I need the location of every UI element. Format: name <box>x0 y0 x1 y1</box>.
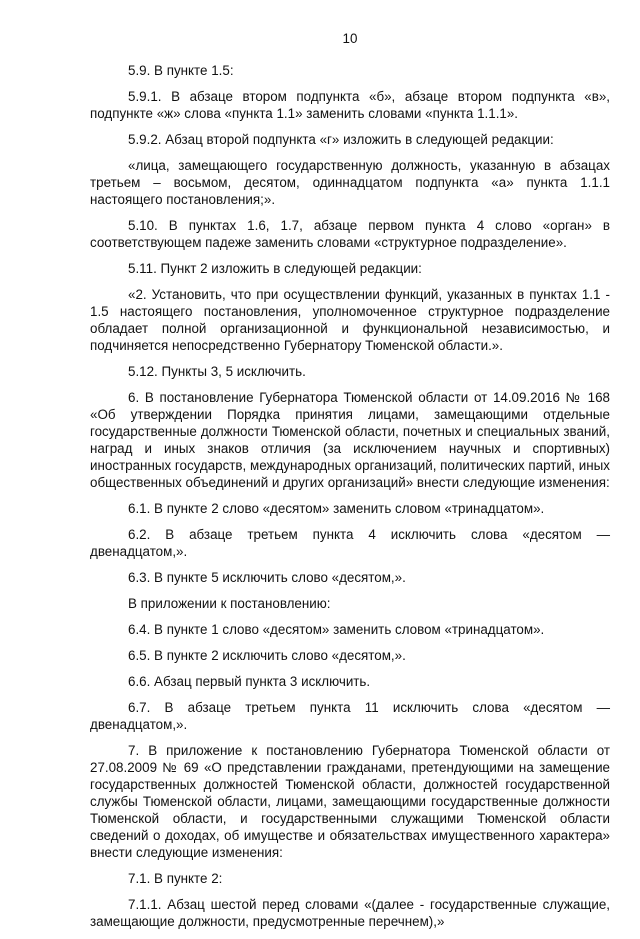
paragraph-appendix-intro: В приложении к постановлению: <box>128 596 331 611</box>
paragraph-6-4: 6.4. В пункте 1 слово «десятом» заменить словом «тринадцатом». <box>128 622 545 637</box>
paragraph-5-9: 5.9. В пункте 1.5: <box>128 63 234 78</box>
paragraph-7-1: 7.1. В пункте 2: <box>128 871 223 886</box>
paragraph-6-2: 6.2. В абзаце третьем пункта 4 исключить слова «десятом — двенадцатом,». <box>90 527 610 559</box>
paragraph-6-3: 6.3. В пункте 5 исключить слово «десятом,». <box>128 570 406 585</box>
paragraph-5-9-2: 5.9.2. Абзац второй подпункта «г» изложить в следующей редакции: <box>128 132 554 147</box>
paragraph-5-11: 5.11. Пункт 2 изложить в следующей редакции: <box>128 261 422 276</box>
paragraph-6: 6. В постановление Губернатора Тюменской области от 14.09.2016 № 168 «Об утверждении Порядка принятия лицами, замещающими отдельные государственные должности Тюменской области, почетных и специальных званий, наград и иных знаков отличия (за исключением научных и спортивных) иностранных государств, международных организаций, политических партий, иных общественных объединений и других организаций» внести следующие изменения: <box>90 390 610 490</box>
paragraph-6-1: 6.1. В пункте 2 слово «десятом» заменить словом «тринадцатом». <box>128 501 545 516</box>
paragraph-7: 7. В приложение к постановлению Губернатора Тюменской области от 27.08.2009 № 69 «О представлении гражданами, претендующими на замещение государственных должностей Тюменской области, должностей государственной службы Тюменской области, лицами, замещающими государственные должности Тюменской области, и государственными служащими Тюменской области сведений о доходах, об имуществе и обязательствах имущественного характера» внести следующие изменения: <box>90 743 610 860</box>
paragraph-6-6: 6.6. Абзац первый пункта 3 исключить. <box>128 674 371 689</box>
page-number: 10 <box>342 31 358 46</box>
paragraph-5-12: 5.12. Пункты 3, 5 исключить. <box>128 364 306 379</box>
paragraph-6-7: 6.7. В абзаце третьем пункта 11 исключить слова «десятом — двенадцатом,». <box>90 700 610 732</box>
paragraph-5-9-1: 5.9.1. В абзаце втором подпункта «б», абзаце втором подпункта «в», подпункте «ж» слова «пункта 1.1» заменить словами «пункта 1.1.1». <box>90 89 610 121</box>
paragraph-quote-5-9-2: «лица, замещающего государственную должность, указанную в абзацах третьем – восьмом, десятом, одиннадцатом подпункта «а» пункта 1.1.1 настоящего постановления;». <box>90 158 610 207</box>
paragraph-7-1-1: 7.1.1. Абзац шестой перед словами «(далее - государственные служащие, замещающие должности, предусмотренные перечнем),» <box>90 897 610 929</box>
paragraph-quote-5-11: «2. Установить, что при осуществлении функций, указанных в пунктах 1.1 - 1.5 настоящего постановления, уполномоченное структурное подразделение обладает полной организационной и функциональной независимостью, и подчиняется непосредственно Губернатору Тюменской области.». <box>90 287 610 353</box>
document-body <box>90 62 610 939</box>
paragraph-6-5: 6.5. В пункте 2 исключить слово «десятом,». <box>128 648 406 663</box>
paragraph-5-10: 5.10. В пунктах 1.6, 1.7, абзаце первом пункта 4 слово «орган» в соответствующем падеже заменить словами «структурное подразделение». <box>90 218 610 250</box>
